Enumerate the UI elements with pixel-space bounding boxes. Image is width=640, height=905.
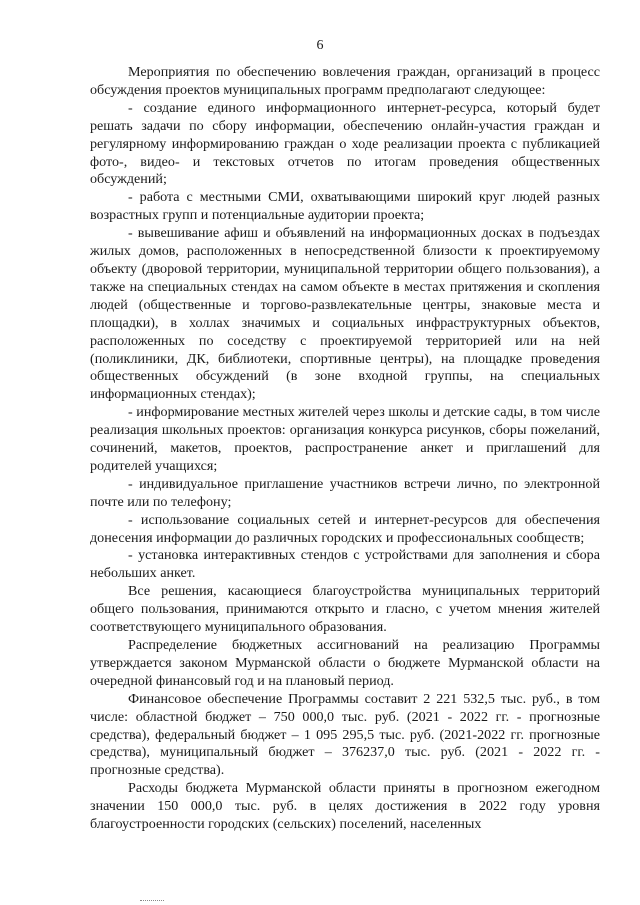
paragraph-social-networks: - использование социальных сетей и интернет-ресурсов для обеспечения донесения информации до различных городских и профессиональных сообществ; xyxy=(90,511,600,546)
paragraph-schools: - информирование местных жителей через школы и детские сады, в том числе реализация школьных проектов: организация конкурса рисунков, сборы пожеланий, сочинений, макетов, проектов, распространение анкет и приглашений для родителей учащихся; xyxy=(90,404,600,474)
paragraph-media: - работа с местными СМИ, охватывающими широкий круг людей разных возрастных групп и потенциальные аудитории проекта; xyxy=(90,189,600,224)
page-number: 6 xyxy=(316,38,324,53)
paragraph-posters: - вывешивание афиш и объявлений на информационных досках в подъездах жилых домов, расположенных в непосредственной близости к проектируемому объекту (дворовой территории, муниципальной территории общего пользования), а также на специальных стендах на самом объекте в местах притяжения и скопления людей (общественные и торгово-развлекательные центры, знаковые места и площадки), в холлах значимых и социальных инфраструктурных объектов, расположенных по соседству с проектируемой территорией или на ней (поликлиники, ДК, библиотеки, спортивные центры), на площадке проведения общественных обсуждений (в зоне входной группы, на специальных информационных стендах); xyxy=(90,225,600,403)
body-text xyxy=(90,64,600,834)
paragraph-financing: Финансовое обеспечение Программы составит 2 221 532,5 тыс. руб., в том числе: областной бюджет – 750 000,0 тыс. руб. (2021 - 2022 гг. - прогнозные средства), федеральный бюджет – 1 095 295,5 тыс. руб. (2021-2022 гг. прогнозные средства), муниципальный бюджет – 376237,0 тыс. руб. (2021 - 2022 гг. - прогнозные средства). xyxy=(90,690,600,779)
paragraph-budget-distribution: Распределение бюджетных ассигнований на реализацию Программы утверждается законом Мурманской области о бюджете Мурманской области на очередной финансовый год и на плановый период. xyxy=(90,637,600,689)
paragraph-stands: - установка интерактивных стендов с устройствами для заполнения и сбора небольших анкет. xyxy=(90,547,600,582)
paragraph-decisions: Все решения, касающиеся благоустройства муниципальных территорий общего пользования, принимаются открыто и гласно, с учетом мнения жителей соответствующего муниципального образования. xyxy=(90,583,600,636)
paragraph-expenses: Расходы бюджета Мурманской области приняты в прогнозном ежегодном значении 150 000,0 тыс. руб. в целях достижения в 2022 году уровня благоустроенности городских (сельских) поселений, населенных xyxy=(90,780,600,833)
paragraph-intro: Мероприятия по обеспечению вовлечения граждан, организаций в процесс обсуждения проектов муниципальных программ предполагают следующее: xyxy=(90,64,600,98)
paragraph-internet-resource: - создание единого информационного интернет-ресурса, который будет решать задачи по сбору информации, обеспечению онлайн-участия граждан и регулярному информированию граждан о ходе реализации проекта с публикацией фото-, видео- и текстовых отчетов по итогам проведения общественных обсуждений; xyxy=(90,99,600,188)
paragraph-invitation: - индивидуальное приглашение участников встречи лично, по электронной почте или по телефону; xyxy=(90,475,600,510)
scan-artifact-mark xyxy=(140,900,164,902)
